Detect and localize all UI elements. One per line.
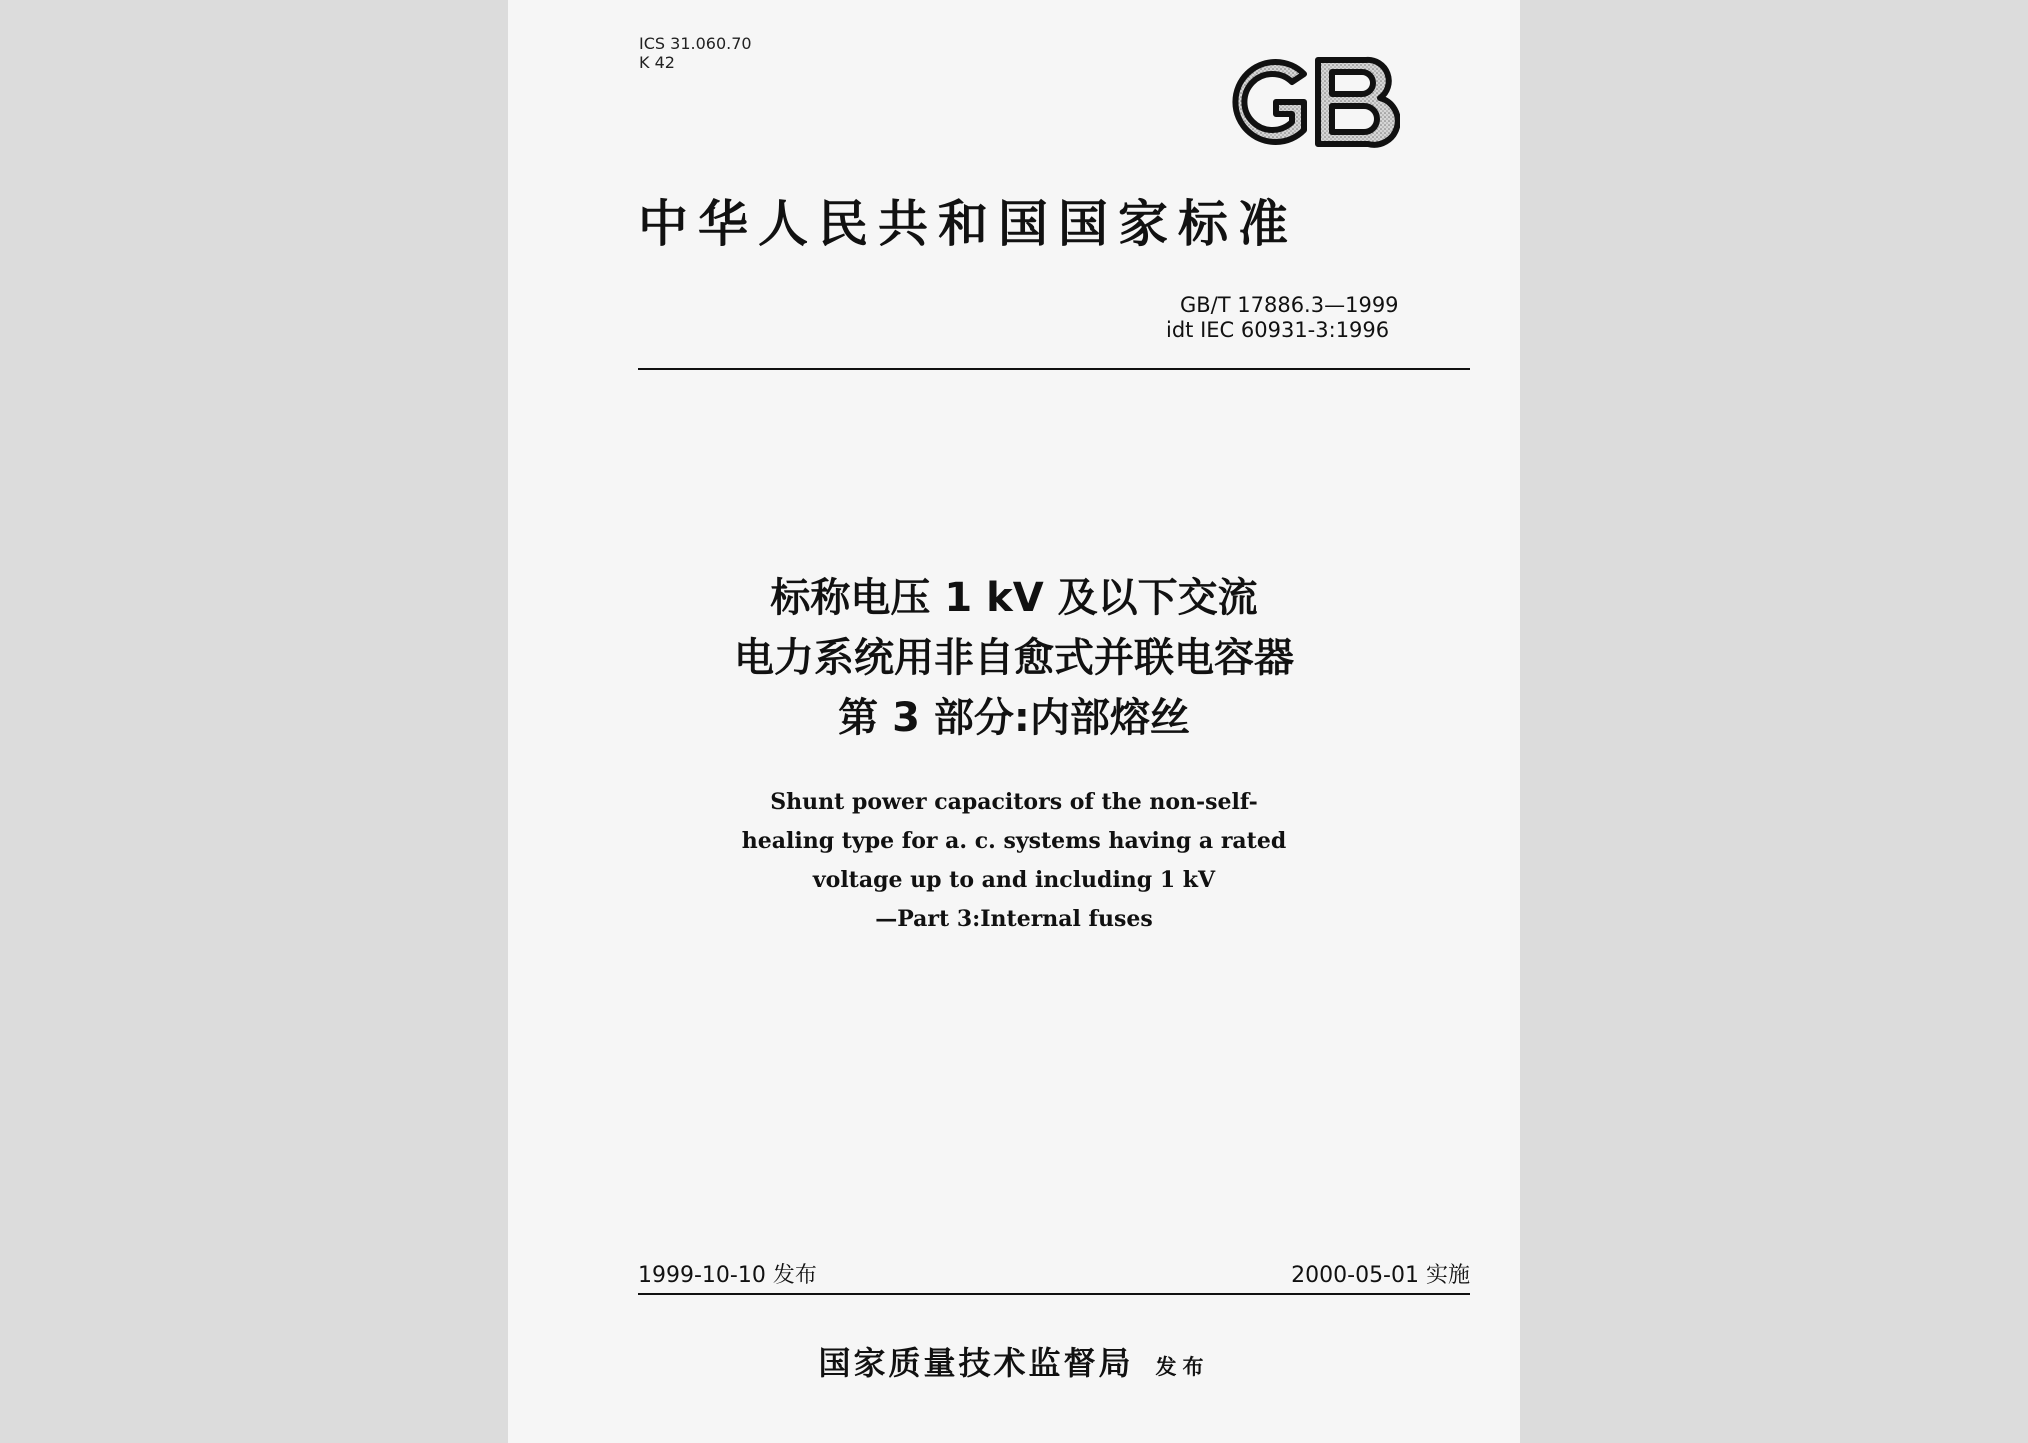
english-title-line-4: —Part 3:Internal fuses [875,906,1153,932]
standard-equivalence: idt IEC 60931-3:1996 [1166,318,1390,342]
english-title-line-2: healing type for a. c. systems having a rated [741,828,1287,854]
ics-code: ICS 31.060.70 [639,34,752,53]
english-title-line-3: voltage up to and including 1 kV [812,867,1216,893]
standard-number-block [1166,293,1434,343]
header-divider [638,368,1470,370]
issue-date: 1999-10-10 发布 [638,1263,817,1288]
chinese-title [508,568,1520,748]
publisher-action: 发布 [1155,1354,1210,1379]
gb-logo-letterform [1235,60,1397,145]
gb-logo [1220,52,1400,156]
publisher-line [508,1338,1520,1384]
chinese-title-line-1: 标称电压 1 kV 及以下交流 [770,575,1258,621]
ccs-code: K 42 [639,53,675,72]
implementation-date: 2000-05-01 实施 [1291,1263,1470,1288]
standard-cover-page [508,0,1520,1443]
english-title-line-1: Shunt power capacitors of the non-self- [770,789,1258,815]
classification-block [639,34,752,72]
publisher-organization: 国家质量技术监督局 [818,1344,1134,1382]
footer-divider [638,1293,1470,1295]
chinese-title-line-2: 电力系统用非自愈式并联电容器 [734,635,1294,681]
chinese-title-line-3: 第 3 部分:内部熔丝 [838,695,1190,741]
english-title [508,783,1520,939]
standard-number: GB/T 17886.3—1999 [1180,293,1399,317]
national-standard-title: 中华人民共和国国家标准 [638,194,1298,253]
